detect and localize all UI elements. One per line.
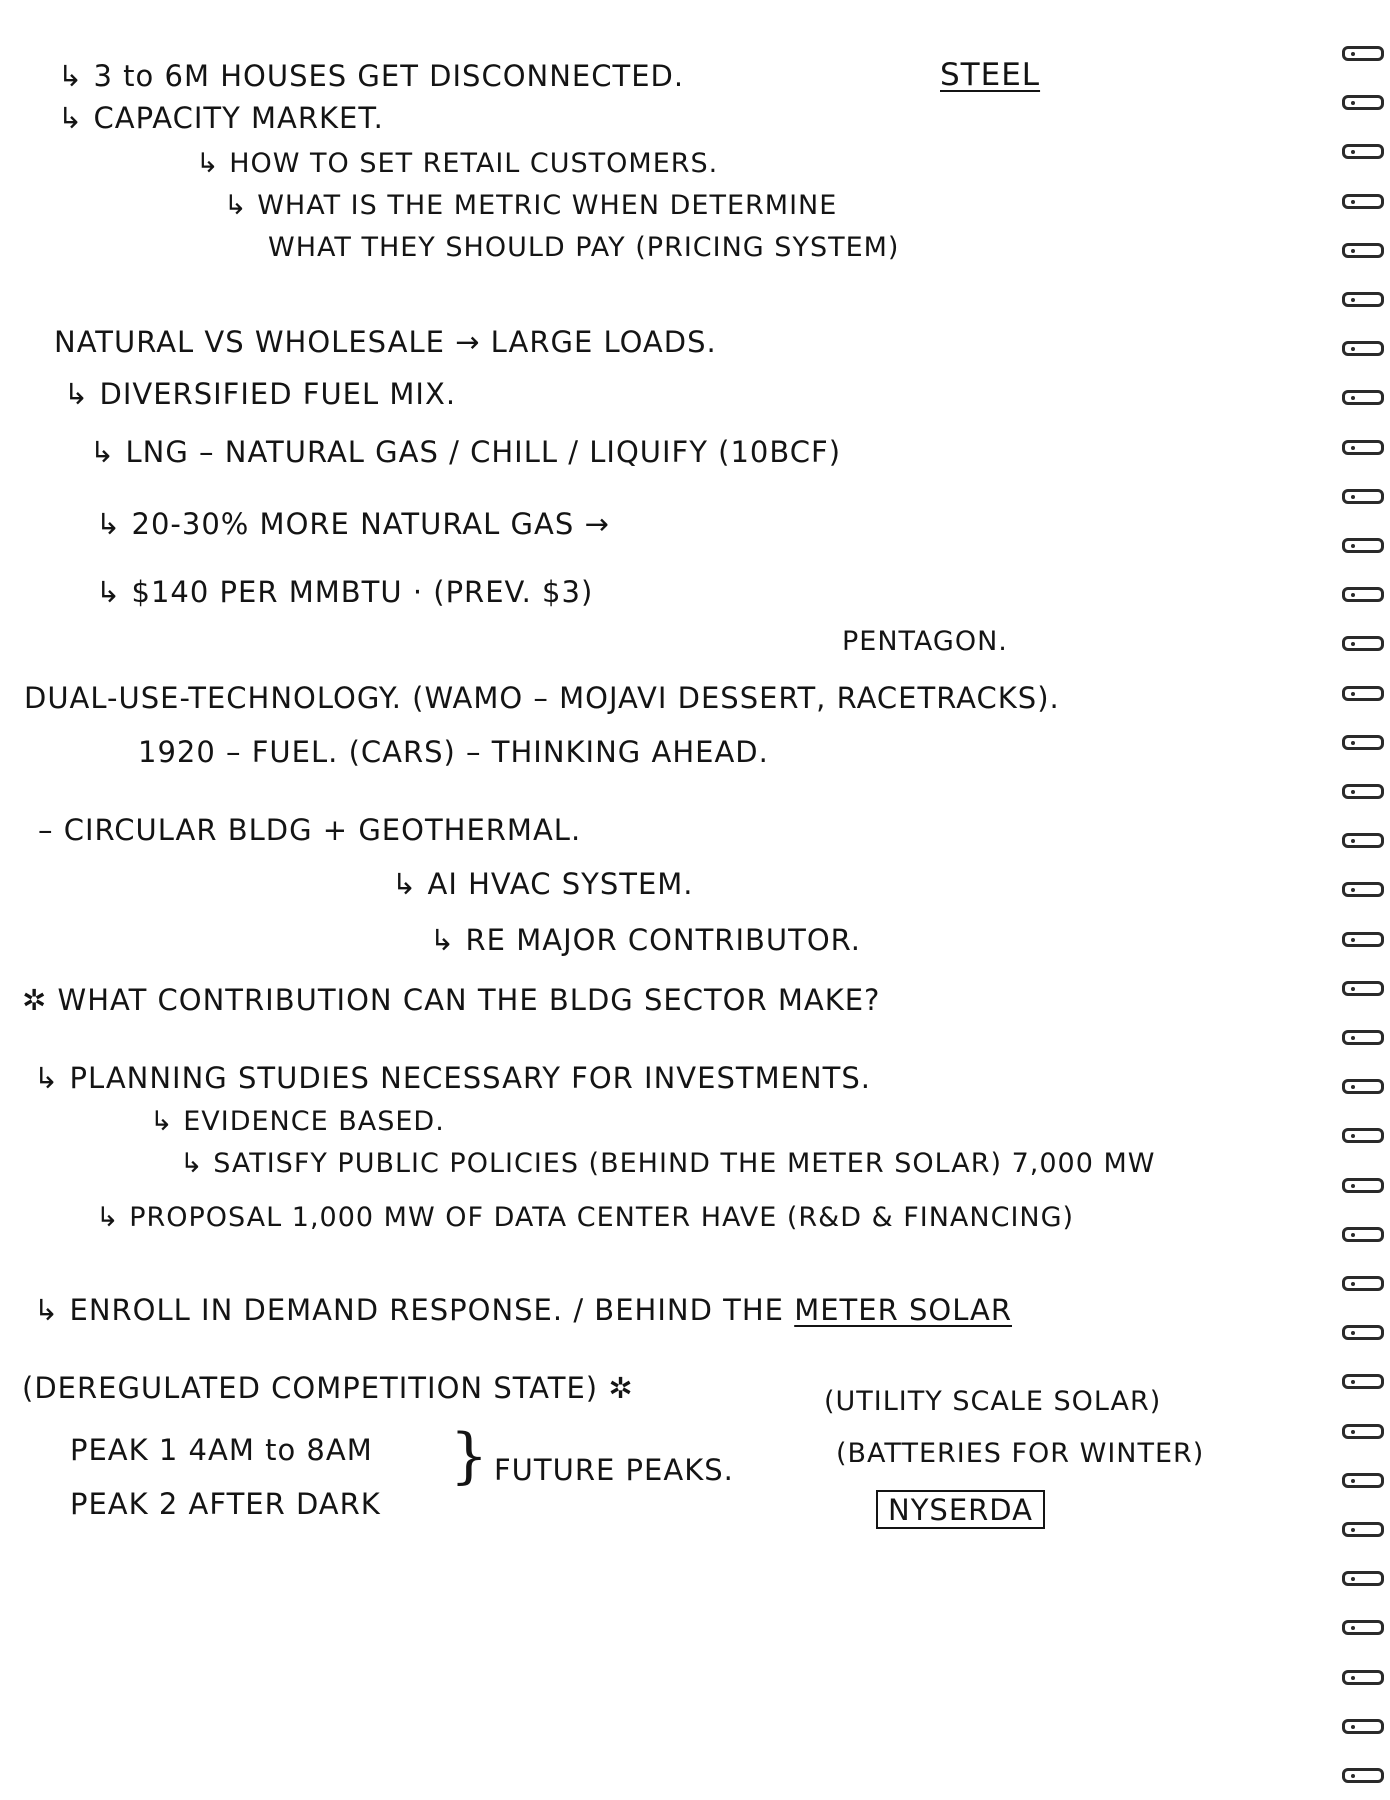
spiral-ring (1342, 1030, 1384, 1045)
note-line-natural-wholesale: NATURAL VS WHOLESALE → LARGE LOADS. (54, 325, 717, 359)
note-utility-solar: (UTILITY SCALE SOLAR) (824, 1386, 1162, 1417)
note-batteries: (BATTERIES FOR WINTER) (836, 1438, 1205, 1469)
note-line-lng: ↳ LNG – NATURAL GAS / CHILL / LIQUIFY (10BCF) (90, 435, 842, 469)
note-line-deregulated: (DEREGULATED COMPETITION STATE) ✲ (22, 1371, 634, 1405)
spiral-ring (1342, 1620, 1384, 1635)
spiral-ring (1342, 489, 1384, 504)
spiral-ring (1342, 833, 1384, 848)
note-line-bldg-sector: ✲ WHAT CONTRIBUTION CAN THE BLDG SECTOR MAKE? (22, 983, 881, 1017)
spiral-ring (1342, 932, 1384, 947)
spiral-ring (1342, 440, 1384, 455)
spiral-ring (1342, 46, 1384, 61)
spiral-ring (1342, 1374, 1384, 1389)
note-line-1920: 1920 – FUEL. (CARS) – THINKING AHEAD. (138, 735, 769, 769)
spiral-ring (1342, 1079, 1384, 1094)
spiral-ring (1342, 194, 1384, 209)
spiral-ring (1342, 1719, 1384, 1734)
note-meter-solar: METER SOLAR (794, 1293, 1012, 1327)
spiral-ring (1342, 1325, 1384, 1340)
note-line-enroll (34, 1293, 1012, 1327)
note-line-evidence: ↳ EVIDENCE BASED. (150, 1106, 445, 1137)
note-steel: STEEL (940, 57, 1041, 93)
note-future-peaks: FUTURE PEAKS. (494, 1453, 734, 1487)
note-line-circular: – CIRCULAR BLDG + GEOTHERMAL. (38, 813, 582, 847)
spiral-ring (1342, 587, 1384, 602)
note-line-ai-hvac: ↳ AI HVAC SYSTEM. (392, 867, 694, 901)
note-line-pay: WHAT THEY SHOULD PAY (PRICING SYSTEM) (268, 232, 900, 263)
spiral-ring (1342, 144, 1384, 159)
note-line-fuel-mix: ↳ DIVERSIFIED FUEL MIX. (64, 377, 457, 411)
spiral-ring (1342, 292, 1384, 307)
note-line-re-major: ↳ RE MAJOR CONTRIBUTOR. (430, 923, 861, 957)
spiral-ring (1342, 1768, 1384, 1783)
spiral-ring (1342, 341, 1384, 356)
note-line-more-gas: ↳ 20-30% MORE NATURAL GAS → (96, 507, 610, 541)
note-line-peak-1: PEAK 1 4AM to 8AM (70, 1433, 373, 1467)
note-nyserda: NYSERDA (876, 1490, 1045, 1529)
spiral-ring (1342, 1178, 1384, 1193)
note-line-proposal: ↳ PROPOSAL 1,000 MW OF DATA CENTER HAVE (R&D & FINANCING) (96, 1202, 1075, 1233)
spiral-ring (1342, 981, 1384, 996)
spiral-ring (1342, 1424, 1384, 1439)
note-line-enroll-text: ↳ ENROLL IN DEMAND RESPONSE. / BEHIND THE (34, 1293, 795, 1327)
spiral-ring (1342, 243, 1384, 258)
spiral-ring (1342, 636, 1384, 651)
note-line-peak-2: PEAK 2 AFTER DARK (70, 1487, 381, 1521)
spiral-ring (1342, 390, 1384, 405)
spiral-ring (1342, 1522, 1384, 1537)
spiral-ring (1342, 1128, 1384, 1143)
spiral-ring (1342, 882, 1384, 897)
note-line-metric: ↳ WHAT IS THE METRIC WHEN DETERMINE (224, 190, 838, 221)
spiral-ring (1342, 1571, 1384, 1586)
peaks-brace: } (450, 1421, 489, 1491)
spiral-ring (1342, 538, 1384, 553)
spiral-ring (1342, 1227, 1384, 1242)
spiral-ring (1342, 1670, 1384, 1685)
spiral-ring (1342, 95, 1384, 110)
note-line-capacity: ↳ CAPACITY MARKET. (58, 101, 384, 135)
note-line-dual-use: DUAL-USE-TECHNOLOGY. (WAMO – MOJAVI DESSERT, RACETRACKS). (24, 681, 1060, 715)
spiral-ring (1342, 1276, 1384, 1291)
note-line-policies: ↳ SATISFY PUBLIC POLICIES (BEHIND THE METER SOLAR) 7,000 MW (180, 1148, 1156, 1179)
note-line-price: ↳ $140 PER MMBTU · (PREV. $3) (96, 575, 594, 609)
spiral-ring (1342, 784, 1384, 799)
note-pentagon: PENTAGON. (842, 626, 1008, 657)
note-line-retail: ↳ HOW TO SET RETAIL CUSTOMERS. (196, 148, 719, 179)
spiral-binding (1336, 0, 1390, 1800)
note-line-planning: ↳ PLANNING STUDIES NECESSARY FOR INVESTMENTS. (34, 1061, 871, 1095)
spiral-ring (1342, 686, 1384, 701)
spiral-ring (1342, 735, 1384, 750)
spiral-ring (1342, 1473, 1384, 1488)
note-line-houses: ↳ 3 to 6M HOUSES GET DISCONNECTED. (58, 59, 685, 93)
